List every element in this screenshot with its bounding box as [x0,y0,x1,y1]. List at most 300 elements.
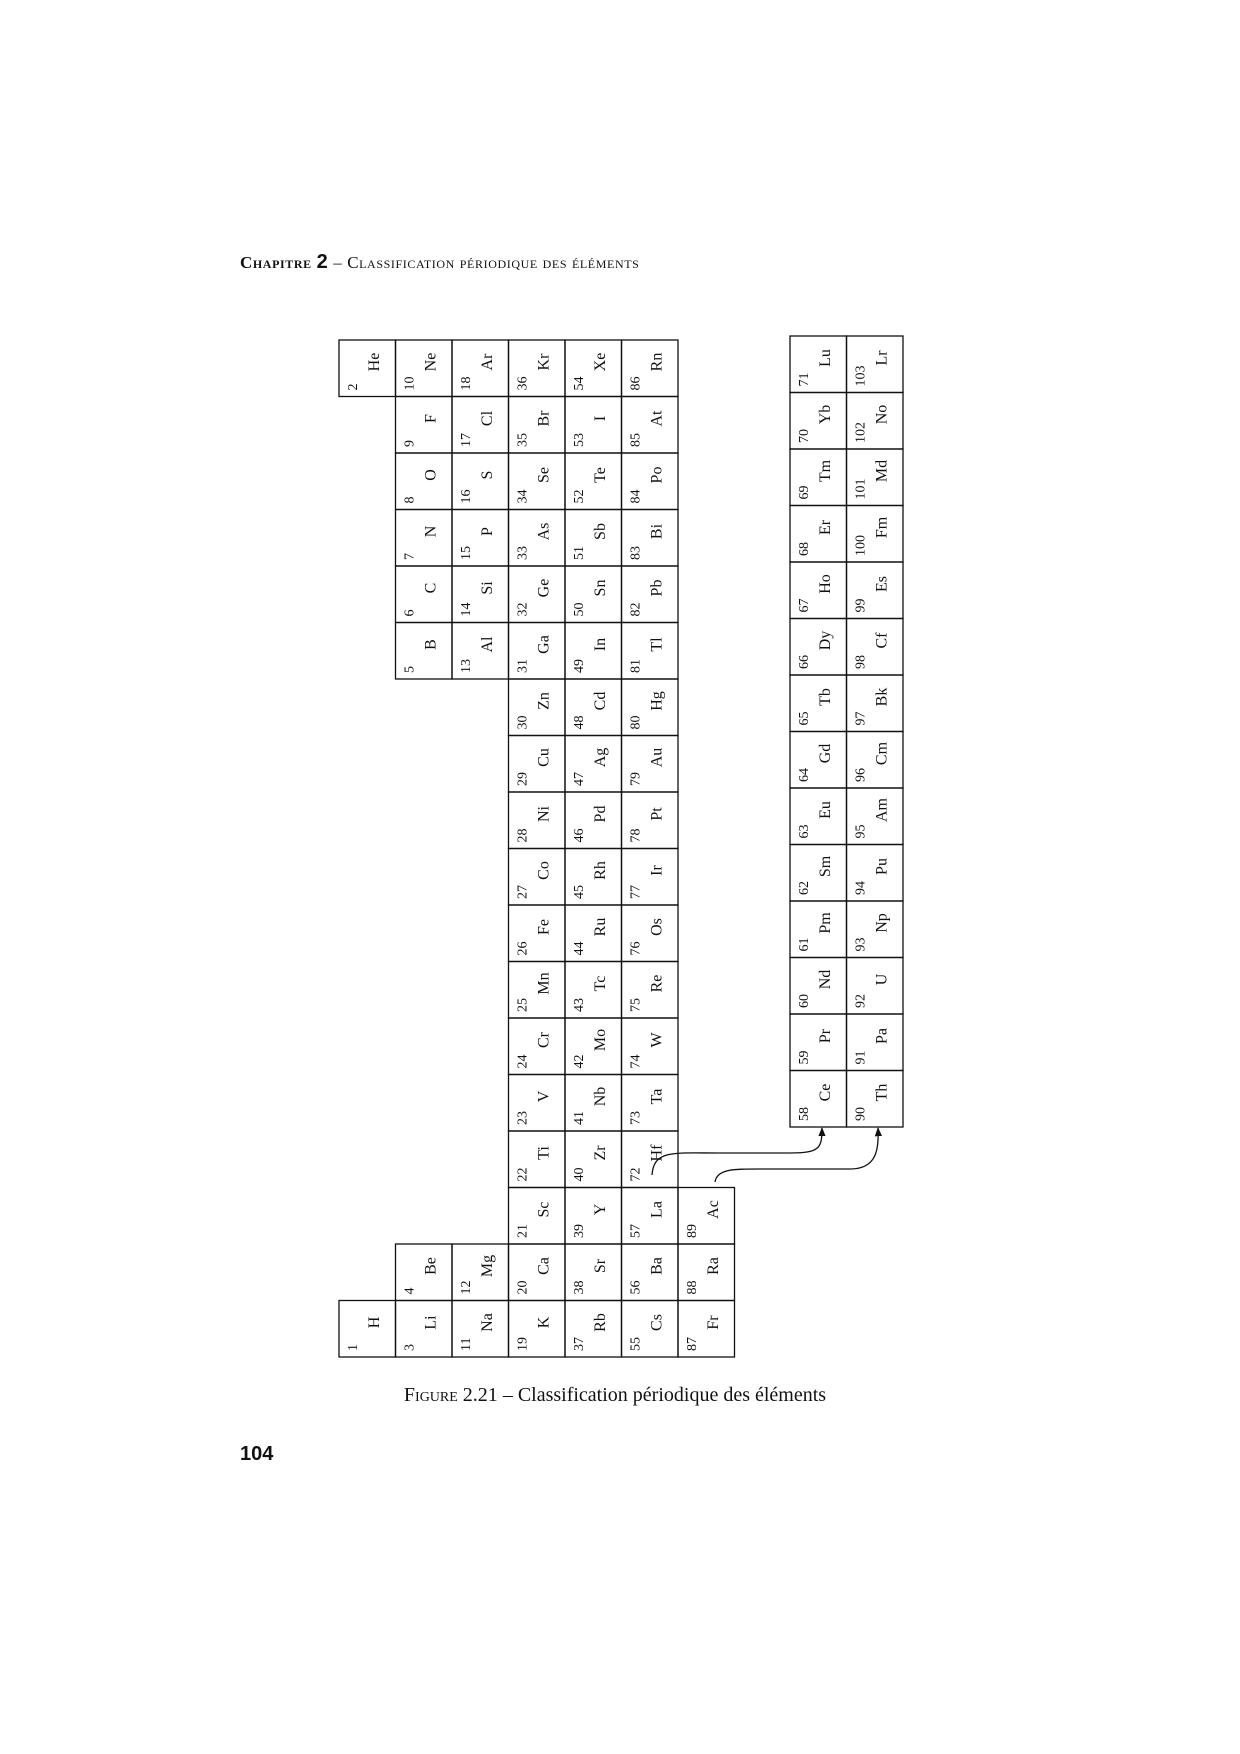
element-cell-o [396,453,453,510]
element-cell-fm [847,506,904,563]
atomic-number: 52 [572,489,587,504]
element-cell-re [622,962,679,1019]
element-cell-tm [790,449,847,506]
atomic-number: 48 [572,715,587,730]
atomic-number: 12 [459,1280,474,1295]
atomic-number: 22 [515,1167,531,1182]
element-symbol: Cs [648,1314,666,1331]
element-cell-pa [847,1014,904,1071]
atomic-number: 44 [572,941,587,956]
element-cell-ar [452,340,509,397]
atomic-number: 43 [572,998,587,1012]
element-symbol: I [592,415,609,422]
atomic-number: 78 [628,828,644,843]
atomic-number: 3 [402,1344,418,1351]
element-symbol: Si [479,581,496,595]
element-symbol: Lr [873,350,891,366]
atomic-number: 31 [515,659,531,673]
element-cell-bi [622,510,679,567]
atomic-number: 101 [853,478,869,500]
atomic-number: 26 [515,941,531,956]
element-cell-na [452,1301,509,1358]
element-symbol: Gd [817,743,834,764]
element-cell-zn [509,679,566,736]
atomic-number: 4 [402,1287,418,1295]
element-cell-ac [678,1188,735,1245]
element-cell-ge [509,566,566,623]
element-cell-cd [565,679,622,736]
element-symbol: Sc [535,1201,553,1218]
element-cell-nd [790,958,847,1015]
atomic-number: 74 [628,1054,644,1069]
element-cell-at [622,397,679,454]
caption-separator: – [502,1384,513,1406]
element-symbol: Rb [592,1313,609,1332]
element-cell-hf [622,1131,679,1188]
element-cell-nb [565,1075,622,1132]
element-symbol: Au [648,747,666,768]
element-cell-rn [622,340,679,397]
element-symbol: Am [873,798,891,822]
element-symbol: Ce [817,1083,834,1102]
element-cell-no [847,393,904,450]
element-cell-pr [790,1014,847,1071]
element-symbol: Ir [648,865,666,876]
element-symbol: Md [873,459,891,483]
atomic-number: 32 [515,602,531,617]
element-symbol: C [422,582,440,594]
element-cell-zr [565,1131,622,1188]
element-cell-ir [622,849,679,906]
element-cell-lu [790,336,847,393]
atomic-number: 87 [685,1337,700,1351]
atomic-number: 20 [515,1280,531,1295]
element-cell-sc [509,1188,566,1245]
atomic-number: 29 [515,772,531,786]
element-cell-ru [565,905,622,962]
element-symbol: Ga [535,635,553,654]
element-symbol: Ba [648,1257,666,1275]
element-cell-ti [509,1131,566,1188]
element-cell-he [339,340,396,397]
atomic-number: 56 [628,1280,644,1295]
element-symbol: Hg [648,691,666,711]
atomic-number: 40 [572,1167,587,1182]
atomic-number: 102 [853,422,869,443]
atomic-number: 17 [459,433,474,447]
element-cell-co [509,849,566,906]
element-symbol: Y [592,1203,609,1216]
element-cell-al [452,623,509,680]
element-symbol: Ac [705,1200,722,1219]
element-cell-te [565,453,622,510]
element-cell-kr [509,340,566,397]
atomic-number: 77 [628,885,644,899]
element-symbol: B [422,639,440,650]
element-cell-fe [509,905,566,962]
element-cell-c [396,566,453,623]
element-cell-b [396,623,453,680]
element-cell-cm [847,732,904,789]
element-cell-os [622,905,679,962]
element-cell-k [509,1301,566,1358]
element-symbol: Rh [592,861,609,880]
element-symbol: Pr [817,1028,834,1044]
element-cell-bk [847,675,904,732]
atomic-number: 94 [853,881,869,895]
element-cell-gd [790,732,847,789]
atomic-number: 63 [797,824,812,839]
element-cell-tb [790,675,847,732]
atomic-number: 55 [628,1337,644,1351]
element-cell-y [565,1188,622,1245]
element-symbol: Xe [592,352,609,372]
atomic-number: 59 [797,1050,812,1065]
element-symbol: Fm [873,516,891,539]
atomic-number: 33 [515,546,531,560]
atomic-number: 36 [515,376,531,391]
figure-label: Figure 2.21 [403,1384,498,1406]
atomic-number: 6 [402,609,418,617]
element-symbol: Lu [817,349,834,367]
element-symbol: Cm [873,741,891,766]
atomic-number: 84 [628,489,644,504]
element-cell-ca [509,1244,566,1301]
element-symbol: Nd [817,969,834,990]
element-cell-yb [790,393,847,450]
element-cell-es [847,562,904,619]
element-cell-pt [622,792,679,849]
element-symbol: Mo [592,1028,609,1052]
atomic-number: 82 [628,602,644,617]
element-symbol: Zn [535,692,553,710]
atomic-number: 92 [853,994,869,1008]
element-cell-lr [847,336,904,393]
element-cell-ne [396,340,453,397]
element-cell-ho [790,562,847,619]
element-symbol: P [479,527,496,536]
atomic-number: 16 [459,489,474,504]
atomic-number: 15 [459,546,474,560]
atomic-number: 98 [853,655,869,669]
atomic-number: 53 [572,433,587,447]
element-symbol: Mg [479,1254,496,1278]
element-cell-la [622,1188,679,1245]
element-symbol: Cd [592,691,609,711]
element-symbol: Ar [479,353,496,371]
atomic-number: 96 [853,768,869,782]
element-cell-rb [565,1301,622,1358]
element-symbol: Pt [648,807,666,821]
atomic-number: 90 [853,1107,869,1121]
element-cell-si [452,566,509,623]
element-symbol: Sb [592,523,609,540]
element-cell-am [847,788,904,845]
element-symbol: Cu [535,748,553,767]
element-symbol: Te [592,467,609,483]
atomic-number: 99 [853,598,869,613]
atomic-number: 34 [515,489,531,504]
element-symbol: He [366,352,383,372]
element-cell-cf [847,619,904,676]
element-cell-xe [565,340,622,397]
element-cell-be [396,1244,453,1301]
atomic-number: 93 [853,937,869,952]
element-cell-n [396,510,453,567]
element-symbol: Re [648,974,666,993]
atomic-number: 8 [402,496,418,504]
element-cell-pd [565,792,622,849]
atomic-number: 19 [515,1337,531,1351]
chapter-label: Chapitre [240,253,312,272]
atomic-number: 47 [572,772,587,786]
atomic-number: 85 [628,433,644,447]
element-cell-f [396,397,453,454]
element-cell-ce [790,1071,847,1128]
atomic-number: 75 [628,998,644,1012]
element-cell-li [396,1301,453,1358]
element-symbol: Br [535,410,553,427]
element-symbol: Al [479,636,496,653]
element-symbol: Sm [817,855,834,878]
element-cell-cr [509,1018,566,1075]
atomic-number: 103 [853,365,869,387]
element-symbol: Zr [592,1145,609,1161]
atomic-number: 100 [853,535,869,556]
element-symbol: Pb [648,579,666,597]
element-symbol: La [648,1201,666,1218]
element-symbol: Bk [873,687,891,707]
chapter-number: 2 [316,251,329,273]
element-cell-br [509,397,566,454]
atomic-number: 37 [572,1337,587,1351]
element-cell-er [790,506,847,563]
atomic-number: 51 [572,546,587,560]
element-symbol: Po [648,466,666,484]
atomic-number: 88 [685,1280,700,1295]
element-cells [339,336,903,1357]
element-symbol: Ni [535,806,553,822]
actinide-connector-arrow [715,1128,878,1182]
element-symbol: U [873,973,891,986]
atomic-number: 97 [853,711,869,726]
caption-text: Classification périodique des éléments [517,1384,827,1406]
element-symbol: K [535,1316,553,1329]
element-symbol: N [422,525,440,538]
f-block-connectors [652,1128,878,1182]
element-cell-s [452,453,509,510]
element-symbol: F [422,414,440,423]
element-symbol: Tc [592,975,609,992]
atomic-number: 83 [628,546,644,560]
atomic-number: 5 [402,666,418,673]
element-symbol: Th [873,1083,891,1102]
atomic-number: 49 [572,659,587,673]
element-symbol: Hf [648,1144,666,1162]
element-symbol: Be [422,1257,440,1275]
element-symbol: Es [873,576,891,592]
atomic-number: 42 [572,1054,587,1069]
element-symbol: Na [479,1313,496,1332]
element-cell-ra [678,1244,735,1301]
element-symbol: Ca [535,1257,553,1275]
atomic-number: 62 [797,881,812,895]
element-cell-pu [847,845,904,902]
element-symbol: Yb [817,404,834,425]
atomic-number: 2 [346,383,361,391]
element-cell-p [452,510,509,567]
atomic-number: 79 [628,772,644,786]
element-cell-sr [565,1244,622,1301]
atomic-number: 91 [853,1050,869,1065]
element-symbol: Se [535,467,553,483]
element-cell-sn [565,566,622,623]
element-symbol: Co [535,861,553,880]
element-symbol: Er [817,519,834,536]
element-symbol: Ne [422,352,440,372]
chapter-title: Classification périodique des éléments [347,253,640,272]
element-cell-mg [452,1244,509,1301]
element-symbol: Os [648,918,666,936]
atomic-number: 60 [797,994,812,1008]
element-cell-tl [622,623,679,680]
element-symbol: Pd [592,805,609,823]
element-symbol: Sn [592,579,609,597]
atomic-number: 9 [402,440,418,447]
element-cell-np [847,901,904,958]
atomic-number: 89 [685,1224,700,1238]
element-cell-h [339,1301,396,1358]
atomic-number: 86 [628,376,644,391]
figure-caption [300,1381,930,1409]
element-cell-ba [622,1244,679,1301]
element-cell-eu [790,788,847,845]
element-cell-rh [565,849,622,906]
atomic-number: 41 [572,1111,587,1125]
element-cell-dy [790,619,847,676]
element-symbol: Np [873,913,891,933]
atomic-number: 1 [346,1344,361,1351]
atomic-number: 54 [572,376,587,391]
atomic-number: 10 [402,376,418,391]
atomic-number: 58 [797,1107,812,1121]
element-symbol: Cr [535,1032,553,1048]
element-cell-u [847,958,904,1015]
element-cell-cl [452,397,509,454]
element-symbol: Pm [817,912,834,934]
page-number: 104 [240,1443,274,1465]
element-cell-po [622,453,679,510]
element-symbol: V [535,1090,553,1103]
atomic-number: 71 [797,372,812,387]
element-symbol: Tb [817,688,834,706]
atomic-number: 35 [515,433,531,447]
element-cell-sm [790,845,847,902]
element-cell-ag [565,736,622,793]
element-symbol: Ti [535,1146,553,1160]
element-symbol: Cf [873,632,891,649]
element-symbol: Eu [817,801,834,819]
element-symbol: S [479,470,496,480]
element-cell-au [622,736,679,793]
element-cell-ga [509,623,566,680]
element-symbol: Ho [817,574,834,594]
element-symbol: Bi [648,523,666,540]
element-cell-mn [509,962,566,1019]
atomic-number: 70 [797,429,812,443]
element-symbol: Pu [873,858,891,875]
atomic-number: 13 [459,659,474,673]
element-cell-hg [622,679,679,736]
atomic-number: 95 [853,824,869,839]
element-symbol: Sr [592,1258,609,1274]
atomic-number: 45 [572,885,587,899]
element-cell-ta [622,1075,679,1132]
atomic-number: 24 [515,1054,531,1069]
atomic-number: 7 [402,553,418,560]
atomic-number: 76 [628,941,644,956]
atomic-number: 64 [797,768,812,782]
element-symbol: Tl [648,637,666,652]
element-symbol: In [592,637,609,652]
atomic-number: 23 [515,1111,531,1125]
element-cell-sb [565,510,622,567]
element-symbol: As [535,522,553,541]
element-symbol: Kr [535,353,553,371]
atomic-number: 46 [572,828,587,843]
atomic-number: 73 [628,1111,644,1125]
element-symbol: W [648,1032,666,1048]
element-symbol: Ge [535,578,553,598]
element-symbol: Li [422,1315,440,1330]
atomic-number: 38 [572,1280,587,1295]
atomic-number: 25 [515,998,531,1012]
element-symbol: Fe [535,919,553,935]
element-symbol: Dy [817,630,834,651]
atomic-number: 80 [628,715,644,730]
element-cell-th [847,1071,904,1128]
atomic-number: 57 [628,1224,644,1238]
element-cell-v [509,1075,566,1132]
element-symbol: Tm [817,459,834,483]
atomic-number: 50 [572,602,587,617]
atomic-number: 72 [628,1167,644,1182]
element-cell-w [622,1018,679,1075]
element-symbol: Cl [479,410,496,427]
element-symbol: H [366,1316,383,1329]
atomic-number: 65 [797,711,812,726]
element-cell-pm [790,901,847,958]
element-cell-cs [622,1301,679,1358]
atomic-number: 81 [628,659,644,673]
element-symbol: Nb [592,1086,609,1107]
atomic-number: 61 [797,937,812,952]
element-cell-i [565,397,622,454]
element-symbol: Mn [535,972,553,995]
element-symbol: No [873,404,891,425]
atomic-number: 14 [459,602,474,617]
element-symbol: O [422,469,440,481]
atomic-number: 66 [797,655,812,669]
atomic-number: 27 [515,885,531,899]
element-cell-ni [509,792,566,849]
atomic-number: 11 [459,1337,474,1351]
element-cell-as [509,510,566,567]
element-cell-cu [509,736,566,793]
atomic-number: 67 [797,598,812,613]
element-cell-in [565,623,622,680]
element-symbol: Pa [873,1028,891,1044]
